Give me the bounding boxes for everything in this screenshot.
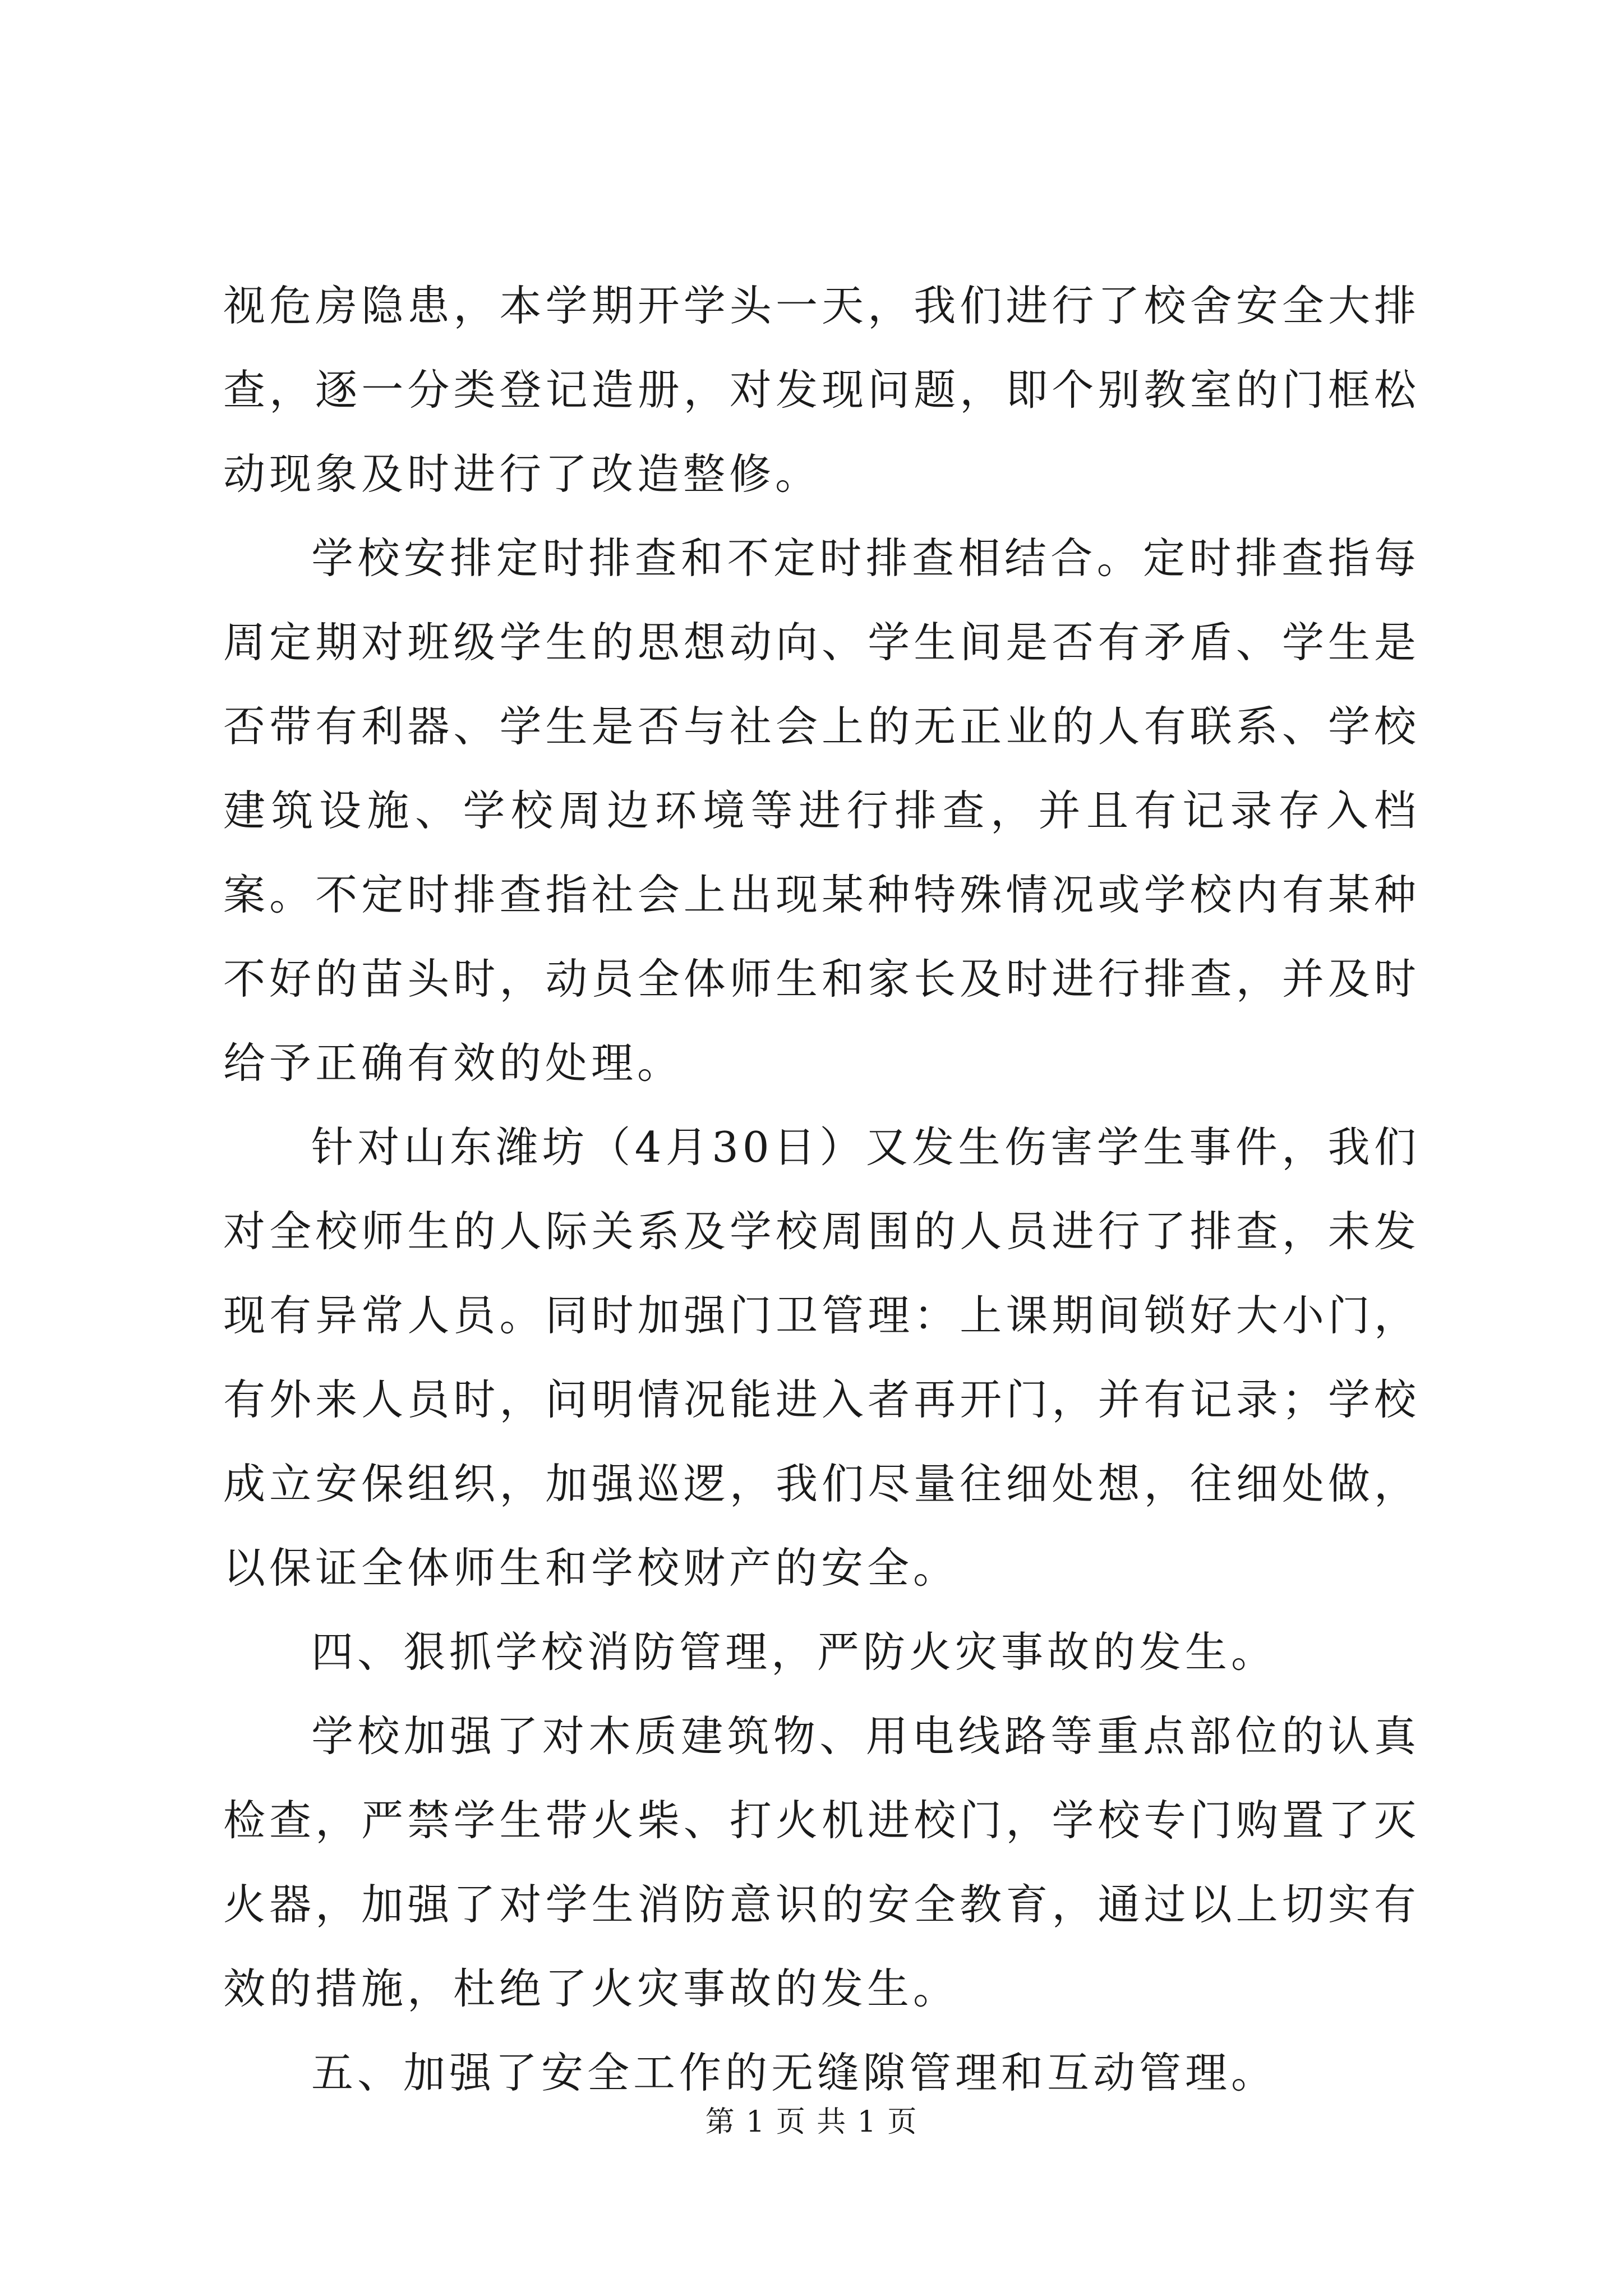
paragraph-continued: 视危房隐患，本学期开学头一天，我们进行了校舍安全大排查，逐一分类登记造册，对发现问题，即个别教室的门框松动现象及时进行了改造整修。 xyxy=(223,281,1420,499)
paragraph-inspection-schedule: 学校安排定时排查和不定时排查相结合。定时排查指每周定期对班级学生的思想动向、学生间是否有矛盾、学生是否带有利器、学生是否与社会上的无正业的人有联系、学校建筑设施、学校周边环境等进行排查，并且有记录存入档案。不定时排查指社会上出现某种特殊情况或学校内有某种不好的苗头时，动员全体师生和家长及时进行排查，并及时给予正确有效的处理。 xyxy=(223,533,1420,1088)
section-heading-fire-safety: 四、狠抓学校消防管理，严防火灾事故的发生。 xyxy=(311,1627,1278,1677)
document-body xyxy=(223,264,1420,2115)
paragraph-fire-measures: 学校加强了对木质建筑物、用电线路等重点部位的认真检查，严禁学生带火柴、打火机进校门，学校专门购置了灭火器，加强了对学生消防意识的安全教育，通过以上切实有效的措施，杜绝了火灾事故的发生。 xyxy=(223,1711,1420,2013)
paragraph-weifang-incident: 针对山东潍坊（4月30日）又发生伤害学生事件，我们对全校师生的人际关系及学校周围的人员进行了排查，未发现有异常人员。同时加强门卫管理：上课期间锁好大小门，有外来人员时，问明情况能进入者再开门，并有记录；学校成立安保组织，加强巡逻，我们尽量往细处想，往细处做，以保证全体师生和学校财产的安全。 xyxy=(223,1122,1420,1593)
page-footer: 第 1 页 共 1 页 xyxy=(705,2105,918,2139)
section-heading-seamless-management: 五、加强了安全工作的无缝隙管理和互动管理。 xyxy=(311,2048,1278,2097)
